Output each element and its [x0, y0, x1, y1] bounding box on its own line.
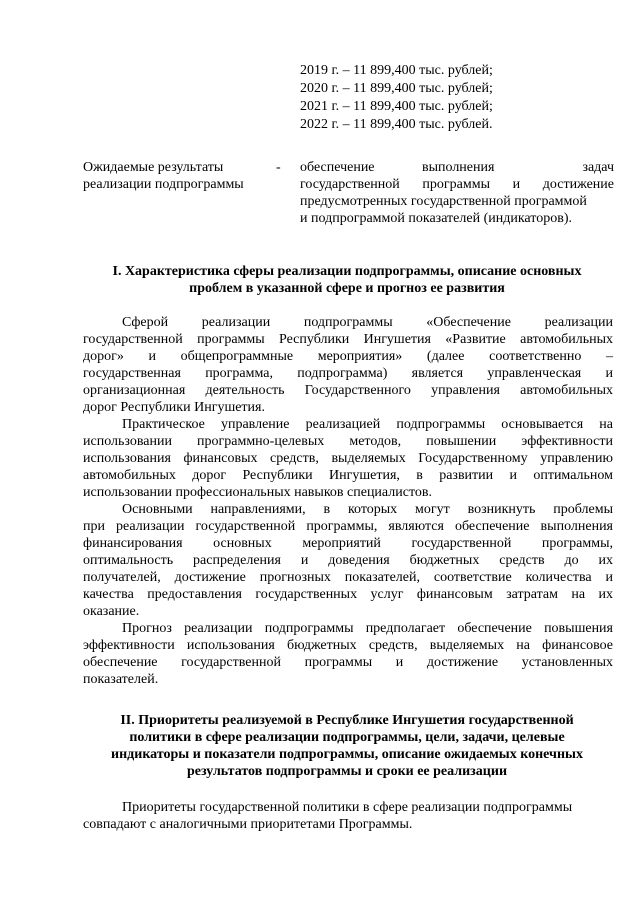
expected-value-line-4: и подпрограммой показателей (индикаторов). [300, 211, 572, 226]
expected-value-word-2: выполнения [422, 160, 495, 175]
expected-value-line-3: предусмотренных государственной программой [300, 194, 587, 209]
expected-value-word-1: обеспечение [300, 160, 375, 175]
expected-value-word-3: задач [582, 160, 614, 175]
expected-value-line-2: государственной программы и достижение [300, 177, 614, 192]
s1-line-2: государственной программы Республики Ингушетия «Развитие автомобильных [83, 332, 613, 347]
section2-title-line-3: индикаторы и показатели подпрограммы, описание ожидаемых конечных [111, 747, 583, 762]
s1-line-20: эффективности использования бюджетных средств, выделяемых на финансовое [83, 638, 613, 653]
s1-line-8: использовании программно-целевых методов, повышении эффективности [83, 434, 613, 449]
s1-line-9: использования финансовых средств, выделяемых Государственному управлению [83, 451, 613, 466]
s1-line-16: получателей, достижение прогнозных показателей, соответствие количества и [83, 570, 613, 585]
section1-title-line-2: проблем в указанной сфере и прогноз ее развития [189, 281, 505, 296]
s1-line-5: организационная деятельность Государственного управления автомобильных [83, 383, 613, 398]
s1-line-13: при реализации государственной программы, являются обеспечение выполнения [83, 519, 613, 534]
funding-line-2021: 2021 г. – 11 899,400 тыс. рублей; [300, 99, 493, 114]
s1-line-1: Сферой реализации подпрограммы «Обеспечение реализации [122, 315, 613, 330]
s1-line-15: оптимальность распределения и доведения бюджетных средств до их [83, 553, 613, 568]
s1-line-4: государственная программа, подпрограмма) является управленческая и [83, 366, 613, 381]
s1-line-10: автомобильных дорог Республики Ингушетия, в развитии и оптимальном [83, 468, 613, 483]
funding-line-2019: 2019 г. – 11 899,400 тыс. рублей; [300, 63, 493, 78]
s1-line-3: дорог» и общепрограммные мероприятия» (далее соответственно – [83, 349, 613, 364]
section2-title-line-4: результатов подпрограммы и сроки ее реализации [186, 764, 508, 779]
funding-line-2020: 2020 г. – 11 899,400 тыс. рублей; [300, 81, 493, 96]
s1-line-22: показателей. [83, 672, 159, 687]
section1-title-line-1: I. Характеристика сферы реализации подпрограммы, описание основных [112, 264, 582, 279]
s2-line-2: совпадают с аналогичными приоритетами Программы. [83, 817, 413, 832]
s1-line-19: Прогноз реализации подпрограммы предполагает обеспечение повышения [122, 621, 613, 636]
s1-line-17: качества предоставления государственных услуг финансовым затратам на их [83, 587, 613, 602]
s1-line-18: оказание. [83, 604, 140, 619]
s1-line-11: использовании профессиональных навыков специалистов. [83, 485, 432, 500]
s1-line-14: финансирования основных мероприятий государственной программы, [83, 536, 613, 551]
expected-label-line-2: реализации подпрограммы [83, 177, 244, 192]
expected-dash: - [276, 160, 281, 175]
s1-line-12: Основными направлениями, в которых могут возникнуть проблемы [122, 502, 613, 517]
expected-label-line-1: Ожидаемые результаты [83, 160, 224, 175]
funding-line-2022: 2022 г. – 11 899,400 тыс. рублей. [300, 117, 493, 132]
s1-line-6: дорог Республики Ингушетия. [83, 400, 265, 415]
s1-line-7: Практическое управление реализацией подпрограммы основывается на [122, 417, 613, 432]
section2-title-line-2: политики в сфере реализации подпрограммы, цели, задачи, целевые [129, 730, 565, 745]
section2-title-line-1: II. Приоритеты реализуемой в Республике Ингушетия государственной [120, 713, 574, 728]
s2-line-1: Приоритеты государственной политики в сфере реализации подпрограммы [122, 800, 573, 815]
s1-line-21: обеспечение государственной программы и достижение установленных [83, 655, 613, 670]
